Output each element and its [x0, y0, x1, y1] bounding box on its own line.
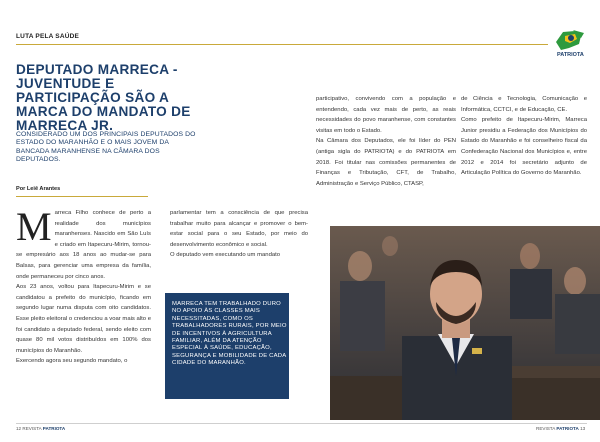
- paragraph: O deputado vem executando um mandato: [170, 252, 281, 259]
- article-column-2: [170, 208, 308, 261]
- header-rule: [16, 44, 312, 45]
- dropcap: M: [16, 204, 52, 249]
- folio-right: [536, 426, 585, 431]
- footer-rule: [16, 423, 587, 424]
- paragraph: arreca Filho conhece de perto a realidade dos municípios maranhenses. Nascido em São Luís e criado em Itapecuru-Mirim, tornou-se empresário aos 18 anos ao mudar-se para Balsas, para gerenciar uma empresa da família, onde permaneceu por cinco anos.: [16, 210, 151, 280]
- article-column-4: [461, 94, 587, 179]
- paragraph: Como prefeito de Itapecuru-Mirim, Marreca Junior presidiu a Federação dos Municípios do Estado do Maranhão e foi conselheiro fiscal da Confederação Nacional dos Municípios e, entre 2012 e 2014 foi secretário adjunto de Articulação Política do Governo do Maranhão.: [461, 117, 587, 177]
- page-number-right: 13: [580, 426, 586, 431]
- folio-left: [16, 426, 65, 431]
- paragraph: de Ciência e Tecnologia, Comunicação e Informática, CCTCI, e de Educação, CE.: [461, 96, 587, 113]
- paragraph: participativo, convivendo com a população e entendendo, cada vez mais de perto, as reais necessidades do povo maranhense, com constantes visitas em todo o Estado.: [316, 96, 456, 134]
- article-author: Por Leiê Arantes: [16, 186, 61, 192]
- article-column-1: [16, 204, 151, 367]
- article-column-3: [316, 94, 456, 189]
- paragraph: Na Câmara dos Deputados, ele foi líder do PEN (antiga sigla do PATRIOTA) e do PATRIOTA em 2018. Foi titular nas comissões permanentes de Finanças e Tributação, CFT, de Trabalho, Administração e Serviço Público, CTASP,: [316, 138, 456, 187]
- paragraph: Exercendo agora seu segundo mandato, o: [16, 358, 128, 365]
- header-rule-right: [312, 44, 548, 45]
- paragraph: Aos 23 anos, voltou para Itapecuru-Mirim e se candidatou a prefeito do município, ficando em segundo lugar numa disputa com oito candidatos. Esse pleito eleitoral o credenciou a voar mais alto e foi candidato a deputado federal, sendo eleito com quase 80 mil votos distribuídos em 100% dos municípios do Maranhão.: [16, 284, 151, 354]
- page-number-left: 12: [16, 426, 22, 431]
- article-title: DEPUTADO MARRECA - JUVENTUDE E PARTICIPAÇÃO SÃO A MARCA DO MANDATO DE MARRECA JR.: [16, 62, 191, 133]
- section-label: LUTA PELA SAÚDE: [16, 33, 80, 40]
- article-subtitle: CONSIDERADO UM DOS PRINCIPAIS DEPUTADOS DO ESTADO DO MARANHÃO E O MAIS JOVEM DA BANCADA MARANHENSE NA CÂMARA DOS DEPUTADOS.: [16, 131, 196, 164]
- logo-wordmark: PATRIOTA: [557, 52, 584, 58]
- paragraph: parlamentar tem a consciência de que precisa trabalhar muito para alcançar e promover o bem-estar social para o seu Estado, por meio do desenvolvimento econômico e social.: [170, 210, 308, 248]
- author-rule: [16, 196, 148, 197]
- brand-right: PATRIOTA: [556, 426, 579, 431]
- pullquote-text: MARRECA TEM TRABALHADO DURO NO APOIO ÀS CLASSES MAIS NECESSITADAS, COMO OS TRABALHADORES RURAIS, POR MEIO DE INCENTIVOS À AGRICULTURA FAMILIAR, ALÉM DA ATENÇÃO ESPECIAL À SAÚDE, EDUCAÇÃO, SEGURANÇA E MOBILIDADE DE CADA CIDADE DO MARANHÃO.: [172, 301, 287, 367]
- brand-left: PATRIOTA: [42, 426, 66, 431]
- brand-light-right: REVISTA: [536, 426, 556, 431]
- deputy-photo: [330, 226, 600, 420]
- brand-light-left: REVISTA: [22, 426, 42, 431]
- patriota-logo: [553, 28, 587, 58]
